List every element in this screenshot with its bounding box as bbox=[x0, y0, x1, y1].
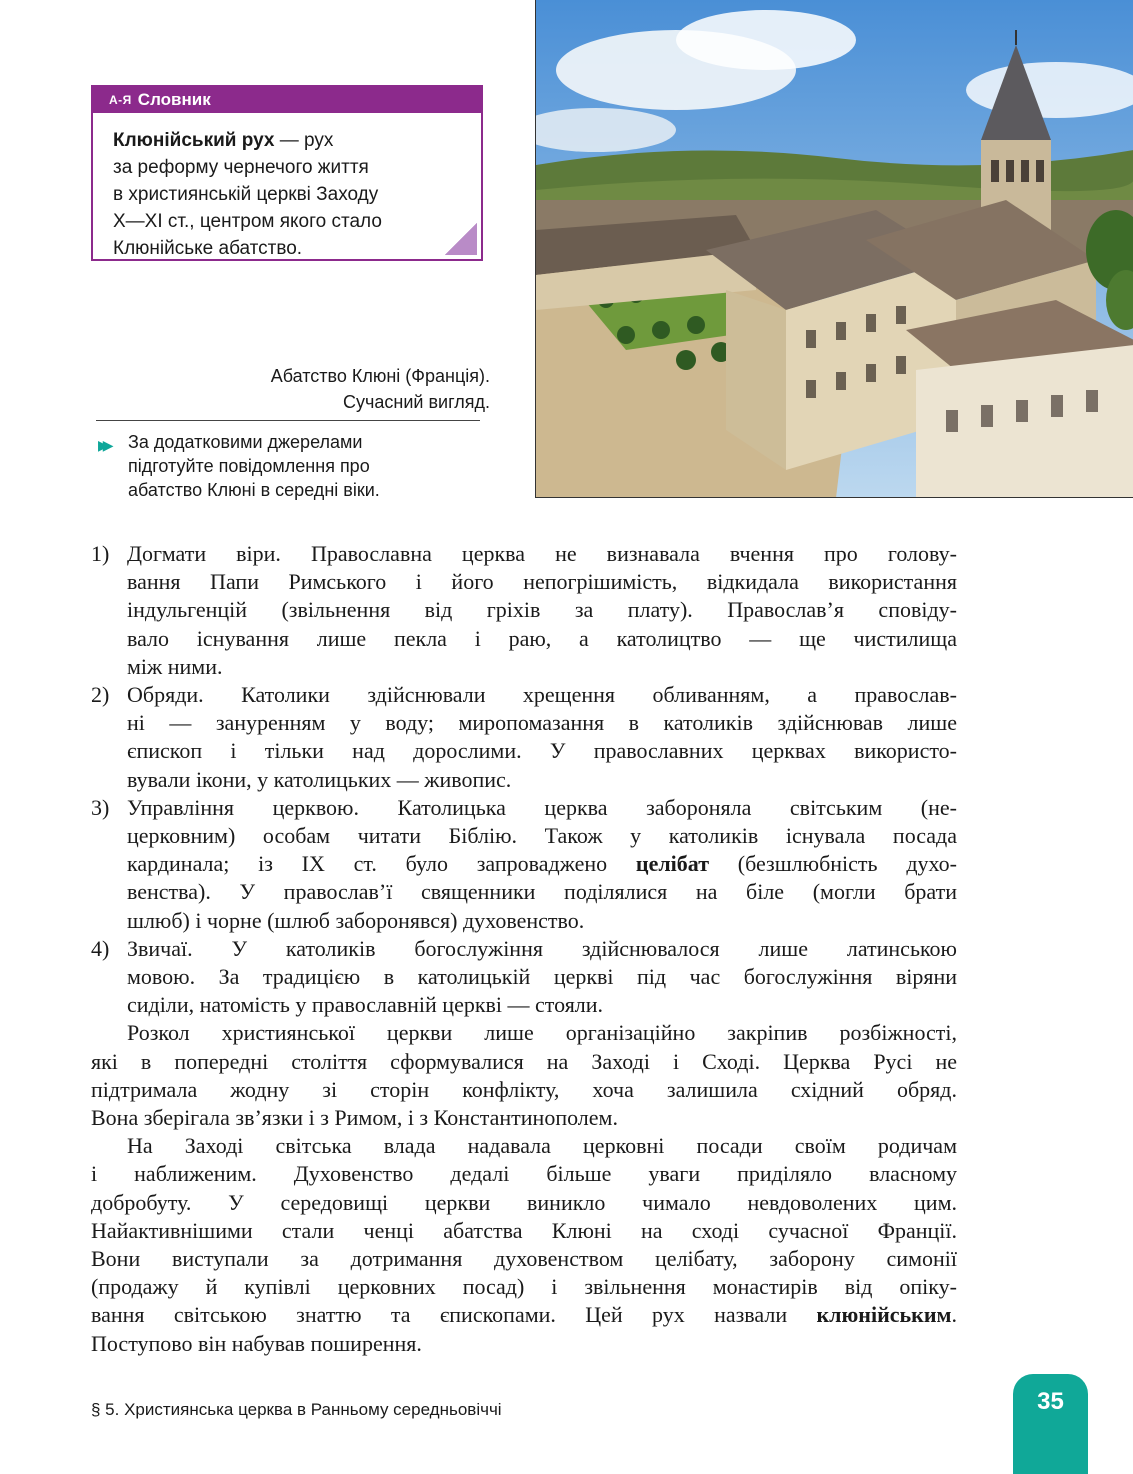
list-item bbox=[91, 794, 957, 935]
text-line: підтримала жодну зі сторін конфлікту, хоча залишила східний обряд. bbox=[91, 1076, 957, 1102]
text-line: вало існування лише пекла і раю, а католицтво — ще чистилища bbox=[127, 625, 957, 651]
bold-term: целібат bbox=[635, 851, 710, 877]
text-line: Звичаї. У католиків богослужіння здійснювалося лише латинською bbox=[127, 935, 957, 961]
text-line: єпископ і тільки над дорослими. У православних церквах використо- bbox=[127, 738, 957, 764]
glossary-definition bbox=[93, 113, 481, 262]
text-line: Управління церквою. Католицька церква забороняла світським (не- bbox=[127, 794, 957, 820]
text-line: Поступово він набував поширення. bbox=[91, 1330, 422, 1356]
bold-term: клюнійським bbox=[816, 1302, 952, 1328]
text-line: сиділи, натомість у православній церкві — стояли. bbox=[127, 992, 604, 1018]
glossary-box bbox=[91, 85, 483, 261]
text-line: кардинала; із IX ст. було запроваджено целібат (безшлюбність духо- bbox=[127, 851, 957, 877]
text-line: Обряди. Католики здійснювали хрещення обливанням, а православ- bbox=[127, 682, 957, 708]
text-line: На Заході світська влада надавала церковні посади своїм родичам bbox=[127, 1133, 957, 1159]
glossary-title: Словник bbox=[137, 90, 211, 109]
glossary-definition-text: — рух за реформу чернечого життя в християнській церкві Заходу X—XI ст., центром якого стало Клюнійське абатство. bbox=[113, 130, 382, 259]
text-line: (продажу й купівлі церковних посад) і звільнення монастирів від опіку- bbox=[91, 1274, 957, 1300]
text-line: які в попередні століття сформувалися на Заході і Сході. Церква Русі не bbox=[91, 1048, 957, 1074]
caption-line: Сучасний вигляд. bbox=[343, 392, 490, 412]
paragraph bbox=[91, 1019, 957, 1132]
list-number: 2) bbox=[91, 682, 110, 708]
list-item bbox=[91, 935, 957, 1020]
abbey-photo bbox=[535, 0, 1133, 498]
text-line: церковним) особам читати Біблію. Також у католиків існувала посада bbox=[127, 823, 957, 849]
double-chevron-right-icon: ▶▶ bbox=[98, 437, 108, 453]
text-line: між ними. bbox=[127, 653, 223, 679]
text-line: Вони виступали за дотримання духовенством целібату, заборону симонії bbox=[91, 1246, 957, 1272]
text-line: вання Папи Римського і його непогрішимість, відкидала використання bbox=[127, 569, 957, 595]
page-corner-icon bbox=[445, 223, 477, 255]
text-line: Вона зберігала зв’язки і з Римом, і з Константинополем. bbox=[91, 1105, 618, 1131]
photo-caption bbox=[180, 363, 490, 415]
text-line: мовою. За традицією в католицькій церкві під час богослужіння віряни bbox=[127, 964, 957, 990]
text-line: ні — зануренням у воду; миропомазання в католиків здійснював лише bbox=[127, 710, 957, 736]
list-item bbox=[91, 540, 957, 681]
text-line: індульгенцій (звільнення від гріхів за плату). Православ’я сповіду- bbox=[127, 597, 957, 623]
task-text: За додатковими джерелами підготуйте повідомлення про абатство Клюні в середні віки. bbox=[128, 432, 380, 500]
main-text bbox=[91, 540, 957, 1358]
paragraph bbox=[91, 1132, 957, 1358]
text-line: Найактивнішими стали ченці абатства Клюні на сході сучасної Франції. bbox=[91, 1217, 957, 1243]
footer-section-title: § 5. Християнська церква в Ранньому середньовіччі bbox=[91, 1400, 502, 1419]
list-number: 1) bbox=[91, 541, 110, 566]
text-line: і наближеним. Духовенство дедалі більше уваги приділяло власному bbox=[91, 1161, 957, 1187]
alphabet-icon: А-Я bbox=[109, 93, 132, 107]
text-line: Догмати віри. Православна церква не визнавала вчення про голову- bbox=[127, 541, 957, 566]
text-line: Розкол християнської церкви лише організаційно закріпив розбіжності, bbox=[127, 1020, 957, 1046]
text-line: вували ікони, у католицьких — живопис. bbox=[127, 766, 512, 792]
page-number: 35 bbox=[1013, 1374, 1088, 1474]
caption-divider bbox=[96, 420, 480, 421]
text-line: шлюб) і чорне (шлюб заборонявся) духовенство. bbox=[127, 907, 585, 933]
glossary-term: Клюнійський рух bbox=[113, 130, 275, 151]
glossary-header bbox=[93, 87, 481, 113]
text-line: добробуту. У середовищі церкви виникло чимало невдоволених цим. bbox=[91, 1189, 957, 1215]
list-item bbox=[91, 681, 957, 794]
caption-line: Абатство Клюні (Франція). bbox=[270, 366, 490, 386]
text-line: венства). У православ’ї священники поділялися на біле (могли брати bbox=[127, 879, 957, 905]
task-block bbox=[98, 430, 498, 502]
list-number: 3) bbox=[91, 794, 110, 820]
text-line: вання світською знаттю та єпископами. Цей рух назвали клюнійським. bbox=[91, 1302, 957, 1328]
cluny-abbey-image bbox=[536, 0, 1133, 498]
list-number: 4) bbox=[91, 935, 110, 961]
